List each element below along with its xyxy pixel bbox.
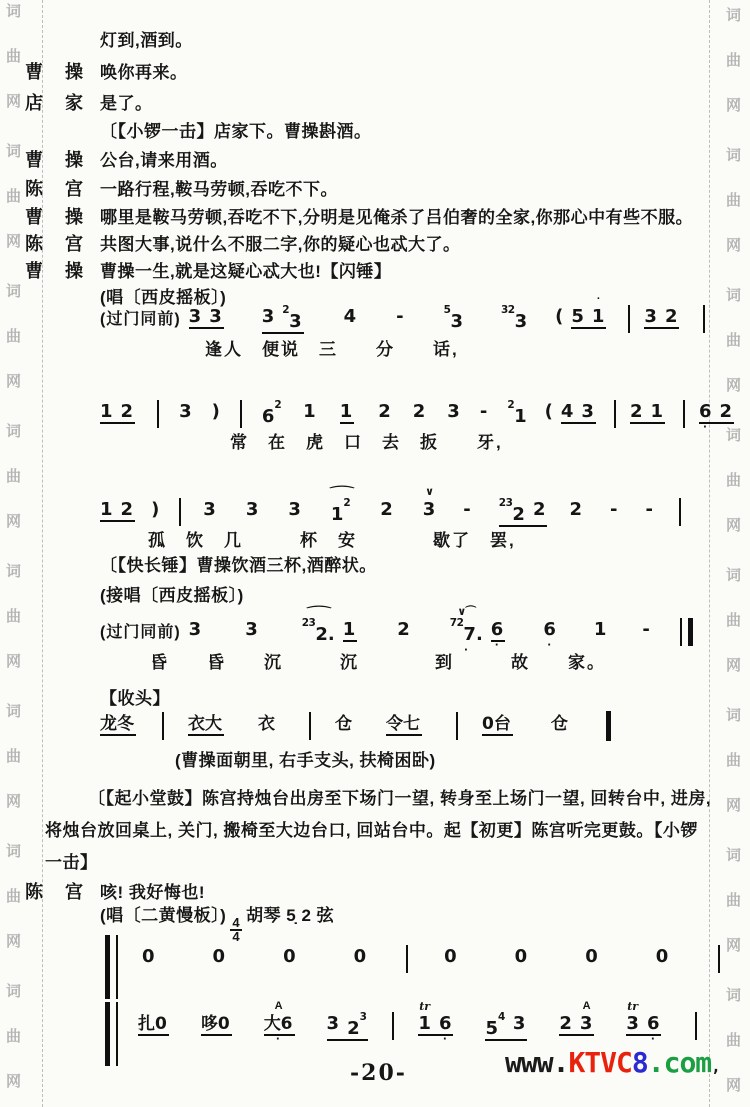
music-note: $^2$1 <box>507 399 527 427</box>
music-note: ⌒ $^{23}$2. <box>301 605 335 645</box>
speaker-name <box>25 878 83 904</box>
watermark-char: 曲 <box>6 608 22 625</box>
music-note: 3 <box>326 1013 340 1034</box>
music-note: ( <box>555 306 564 327</box>
watermark-char: 词 <box>726 7 742 24</box>
note-group <box>189 293 224 329</box>
watermark-char: 曲 <box>6 48 22 65</box>
watermark-char: 曲 <box>6 468 22 485</box>
site-com: .com <box>647 1046 712 1079</box>
speaker-name <box>25 146 83 172</box>
music-note: 1 <box>593 619 607 640</box>
speaker-char: 曹 <box>25 62 43 82</box>
music-line <box>100 605 701 657</box>
watermark-char: 曲 <box>6 888 22 905</box>
music-line <box>100 293 713 334</box>
watermark-char: 词 <box>6 703 22 720</box>
music-note: 1 <box>650 401 664 422</box>
note-group <box>644 293 679 329</box>
watermark-char: 词 <box>6 563 22 580</box>
watermark-char: 网 <box>726 517 742 534</box>
music-note: 3 <box>188 306 202 327</box>
watermark-char: 词 <box>726 147 742 164</box>
music-note: 3 <box>245 499 259 520</box>
music-note: 3 <box>288 499 301 520</box>
note-group <box>699 388 734 434</box>
site-www: www. <box>505 1046 569 1079</box>
barline <box>157 400 159 428</box>
site-name: KTVC <box>568 1046 632 1079</box>
music-syllable: 0台 <box>482 714 511 734</box>
music-note: ⌒ $1^2$ <box>329 485 352 525</box>
dialogue-row <box>0 175 750 201</box>
dialogue-text: 一路行程,鞍马劳顿,吞吃不下。 <box>100 180 338 199</box>
watermark-char: 网 <box>726 97 742 114</box>
barline <box>179 498 181 526</box>
speaker-name <box>25 175 83 201</box>
music-note: 1 <box>339 401 353 422</box>
stage-direction: 将烛台放回桌上, 关门, 搬椅至大边台口, 回站台中。起【初更】陈宫听完更鼓。【小锣 <box>45 821 698 840</box>
speaker-char: 家 <box>65 93 83 113</box>
note-group <box>343 606 358 642</box>
barline <box>392 1012 394 1040</box>
music-note: 2 <box>120 499 134 520</box>
music-note: 0 <box>283 946 296 967</box>
stage-direction: (唱〔西皮摇板〕) <box>100 288 227 307</box>
watermark-char: 网 <box>6 373 22 390</box>
site-watermark <box>505 1046 720 1079</box>
music-note: 3 <box>209 306 222 327</box>
music-note: 5 <box>571 306 584 327</box>
system-bracket <box>105 1002 118 1066</box>
music-note: - <box>642 619 650 640</box>
music-note: 2 <box>378 401 391 422</box>
erhuang-prefix: (唱〔二黄慢板〕) <box>100 906 227 925</box>
watermark-char: 词 <box>6 143 22 160</box>
watermark-char: 词 <box>6 843 22 860</box>
dialogue-row <box>0 117 750 143</box>
dialogue-text: 共图大事,说什么不服二字,你的疑心也忒大了。 <box>100 235 461 254</box>
music-note: 2 <box>380 499 393 520</box>
speaker-name <box>25 257 83 283</box>
music-note: 2 <box>412 401 426 422</box>
music-note: 2 <box>397 619 410 640</box>
dialogue-text: 是了。 <box>100 94 153 113</box>
barline <box>162 712 164 740</box>
music-syllable: 龙冬 <box>100 714 134 734</box>
music-note: 2 <box>120 401 134 422</box>
watermark-char: 网 <box>6 513 22 530</box>
speaker-name <box>25 58 83 84</box>
watermark-char: 曲 <box>726 472 742 489</box>
barline <box>679 498 681 526</box>
watermark-char: 曲 <box>726 752 742 769</box>
music-note: 3 <box>179 401 192 422</box>
music-note: 0 <box>444 946 457 967</box>
dialogue-text: 灯到,酒到。 <box>100 31 193 50</box>
music-note: 2 <box>559 1013 572 1034</box>
note-group <box>386 700 422 736</box>
speaker-char: 陈 <box>25 179 43 199</box>
music-note: 2 <box>569 499 582 520</box>
barline <box>628 305 630 333</box>
music-note: $5^4$ <box>485 1011 505 1039</box>
speaker-char: 曹 <box>25 261 43 281</box>
stage-direction: 〔【起小堂鼓】陈宫持烛台出房至下场门一望, 转身至上场门一望, 回转台中, 进房, <box>88 789 712 808</box>
music-note: 0 <box>655 946 669 967</box>
speaker-char: 宫 <box>65 179 83 199</box>
music-note: ∨ 3 <box>422 486 436 520</box>
watermark-char: 网 <box>726 797 742 814</box>
music-note: 4 <box>343 306 357 327</box>
music-note: 0 <box>142 946 155 967</box>
speaker-char: 陈 <box>25 882 43 902</box>
music-note: 3 <box>581 401 594 422</box>
watermark-char: 词 <box>6 283 22 300</box>
watermark-char: 网 <box>6 793 22 810</box>
watermark-char: 曲 <box>726 52 742 69</box>
speaker-char: 宫 <box>65 234 83 254</box>
music-syllable: 哆0 <box>200 1014 230 1034</box>
barline <box>703 305 705 333</box>
barline <box>456 712 458 740</box>
barline <box>680 618 693 646</box>
time-signature: $\frac{4}{4}$ <box>232 915 241 944</box>
lyrics-line: 常 在 虎 口 去 扳 牙, <box>230 433 503 452</box>
note-group <box>626 1000 661 1046</box>
watermark-char: 曲 <box>726 192 742 209</box>
music-note: 2 <box>532 499 546 520</box>
dialogue-row <box>0 58 750 84</box>
music-syllable: 仓 <box>550 714 568 734</box>
dialogue-text: 曹操一生,就是这疑心忒大也!【闪锤】 <box>100 262 392 281</box>
music-note: 4 <box>560 401 574 422</box>
lyrics-line: 昏 昏 沉 沉 到 故 家。 <box>150 653 606 672</box>
watermark-char: 曲 <box>726 892 742 909</box>
watermark-char: 词 <box>6 423 22 440</box>
stage-direction: (接唱〔西皮摇板〕) <box>100 586 244 605</box>
music-line <box>100 486 689 527</box>
note-group <box>559 1000 594 1036</box>
footer-page-number: -20- <box>350 1060 407 1086</box>
barline <box>683 400 685 428</box>
music-note: 3 <box>245 619 258 640</box>
speaker-char: 操 <box>65 62 83 82</box>
speaker-char: 操 <box>65 207 83 227</box>
music-note: $^{23}$2 <box>498 497 525 525</box>
note-group <box>485 1000 527 1041</box>
music-note: 3 <box>188 619 202 640</box>
music-line <box>100 700 619 741</box>
lyrics-line: 逢人 便说 三 分 话, <box>205 340 459 359</box>
watermark-char: 词 <box>726 987 742 1004</box>
music-note: 6 · <box>646 1013 660 1046</box>
music-note: ) <box>151 499 160 520</box>
note-group <box>327 1000 369 1041</box>
dialogue-row <box>0 143 750 172</box>
watermark-char: 词 <box>6 3 22 20</box>
speaker-char: 操 <box>65 261 83 281</box>
speaker-char: 曹 <box>25 207 43 227</box>
music-syllable: 仓 <box>335 714 352 734</box>
music-note: $^2$3 <box>282 304 302 332</box>
note-group <box>340 388 355 424</box>
note-group <box>263 1000 295 1046</box>
music-note: 2 <box>664 306 678 327</box>
stage-direction: 一击】 <box>45 853 98 872</box>
watermark-char: 词 <box>726 287 742 304</box>
speaker-char: 店 <box>25 93 43 113</box>
system-bracket <box>105 935 118 999</box>
note-group <box>482 700 513 736</box>
watermark-char: 网 <box>6 653 22 670</box>
watermark-char: 词 <box>726 427 742 444</box>
watermark-char: 词 <box>726 567 742 584</box>
watermark-char: 词 <box>726 707 742 724</box>
music-note: - <box>645 499 653 520</box>
dialogue-row <box>0 230 750 256</box>
watermark-char: 曲 <box>726 1032 742 1049</box>
music-note: tr 1 <box>418 1000 431 1034</box>
speaker-char: 陈 <box>25 234 43 254</box>
music-line <box>100 388 750 434</box>
note-group <box>499 486 548 527</box>
music-note: - <box>396 306 404 327</box>
stage-direction: 【收头】 <box>100 689 170 708</box>
music-note: 6 · <box>699 401 712 434</box>
dialogue-row <box>0 26 750 52</box>
speaker-char: 操 <box>65 150 83 170</box>
dialogue-text: 〔【小锣一击】店家下。曹操斟酒。 <box>100 122 372 141</box>
music-syllable: 令七 <box>386 714 420 734</box>
note-group <box>262 293 304 334</box>
music-note: 1 <box>100 401 113 422</box>
music-note: 1 <box>303 401 316 422</box>
note-group <box>188 700 224 736</box>
watermark-char: 网 <box>6 93 22 110</box>
note-group <box>630 388 665 424</box>
barline <box>718 945 720 973</box>
note-group <box>571 293 606 329</box>
music-syllable: 扎0 <box>138 1014 167 1034</box>
music-note: ∨⌒ $^{72}$7. · <box>449 606 483 657</box>
dialogue-row <box>0 257 750 283</box>
stage-direction: (曹操面朝里, 右手支头, 扶椅困卧) <box>175 751 436 770</box>
barline <box>406 945 408 973</box>
music-note: 0 <box>585 946 598 967</box>
music-note: - <box>479 401 488 422</box>
music-note: · 1 <box>591 293 605 327</box>
music-note: 3 <box>203 499 216 520</box>
music-note: 1 <box>342 619 356 640</box>
lyrics-line: 孤 饮 几 杯 安 歇了 罢, <box>148 531 516 550</box>
barline <box>614 400 616 428</box>
barline <box>309 712 311 740</box>
watermark-char: 网 <box>726 1077 742 1094</box>
music-note: 1 <box>100 499 113 520</box>
barline <box>606 711 611 741</box>
music-note: ) <box>211 401 220 422</box>
note-group <box>100 700 136 736</box>
note-group <box>201 1000 232 1036</box>
music-note: 3 <box>261 306 275 327</box>
note-group <box>100 486 135 522</box>
barline <box>695 1012 697 1040</box>
site-num: 8 <box>631 1046 648 1079</box>
stage-direction: 〔【快长锤】曹操饮酒三杯,酒醉状。 <box>100 556 377 575</box>
watermark-char: 词 <box>6 983 22 1000</box>
music-note: 3 <box>447 401 460 422</box>
speaker-name <box>25 89 83 115</box>
watermark-char: 网 <box>726 237 742 254</box>
note-group <box>138 1000 169 1036</box>
music-note: 6 · <box>490 619 504 652</box>
speaker-char: 宫 <box>65 882 83 902</box>
music-note: tr 3 <box>626 1000 639 1034</box>
site-tail: , <box>711 1057 720 1076</box>
music-note: 6 · <box>438 1013 452 1046</box>
music-note: 0 <box>514 946 528 967</box>
music-note: $^{32}$3 <box>500 304 528 332</box>
watermark-char: 曲 <box>6 748 22 765</box>
erhuang-heading <box>100 901 334 943</box>
watermark-char: 网 <box>6 1073 22 1090</box>
dialogue-row <box>0 89 750 115</box>
note-group <box>490 606 506 652</box>
speaker-name <box>25 203 83 229</box>
dialogue-row <box>0 203 750 229</box>
music-note: - <box>610 499 618 520</box>
music-line-label: (过门同前) <box>100 311 181 328</box>
music-note: 6 · <box>543 619 556 652</box>
speaker-name <box>25 230 83 256</box>
music-note: 2 <box>719 401 733 422</box>
music-note: $6^2$ <box>261 399 282 427</box>
watermark-char: 曲 <box>726 612 742 629</box>
music-note: ( <box>544 401 553 422</box>
music-note: A 3 <box>579 1000 593 1034</box>
watermark-char: 网 <box>726 937 742 954</box>
watermark-char: 词 <box>726 847 742 864</box>
music-note: 2 <box>629 401 643 422</box>
speaker-char: 曹 <box>25 150 43 170</box>
dialogue-text: 唤你再来。 <box>100 63 188 82</box>
watermark-char: 网 <box>6 233 22 250</box>
music-note: 0 <box>212 946 226 967</box>
note-group <box>418 1000 453 1046</box>
dialogue-text: 哪里是鞍马劳顿,吞吃不下,分明是见俺杀了吕伯奢的全家,你那心中有些不服。 <box>100 208 694 227</box>
note-group <box>561 388 596 424</box>
note-group <box>100 388 135 424</box>
watermark-char: 曲 <box>6 188 22 205</box>
music-note: - <box>463 499 471 520</box>
music-note: $^5$3 <box>443 304 463 332</box>
music-note: 3 <box>644 306 657 327</box>
barline <box>240 400 242 428</box>
watermark-char: 网 <box>726 657 742 674</box>
watermark-char: 网 <box>726 377 742 394</box>
watermark-char: 曲 <box>6 1028 22 1045</box>
music-syllable: A 大6 · <box>263 1000 293 1046</box>
music-syllable: 衣大 <box>188 714 222 734</box>
music-note: $2^3$ <box>347 1011 367 1039</box>
music-note: 3 <box>512 1013 526 1034</box>
music-line-label: (过门同前) <box>100 624 181 641</box>
dialogue-text: 公台,请来用酒。 <box>100 151 228 170</box>
erhuang-tuning: 胡琴 5̣ 2 弦 <box>246 906 335 925</box>
music-note: 0 <box>353 946 367 967</box>
watermark-char: 曲 <box>6 328 22 345</box>
music-syllable: 衣 <box>258 714 275 734</box>
watermark-char: 曲 <box>726 332 742 349</box>
watermark-char: 网 <box>6 933 22 950</box>
dialogue-text: 咳! 我好悔也! <box>100 883 206 902</box>
